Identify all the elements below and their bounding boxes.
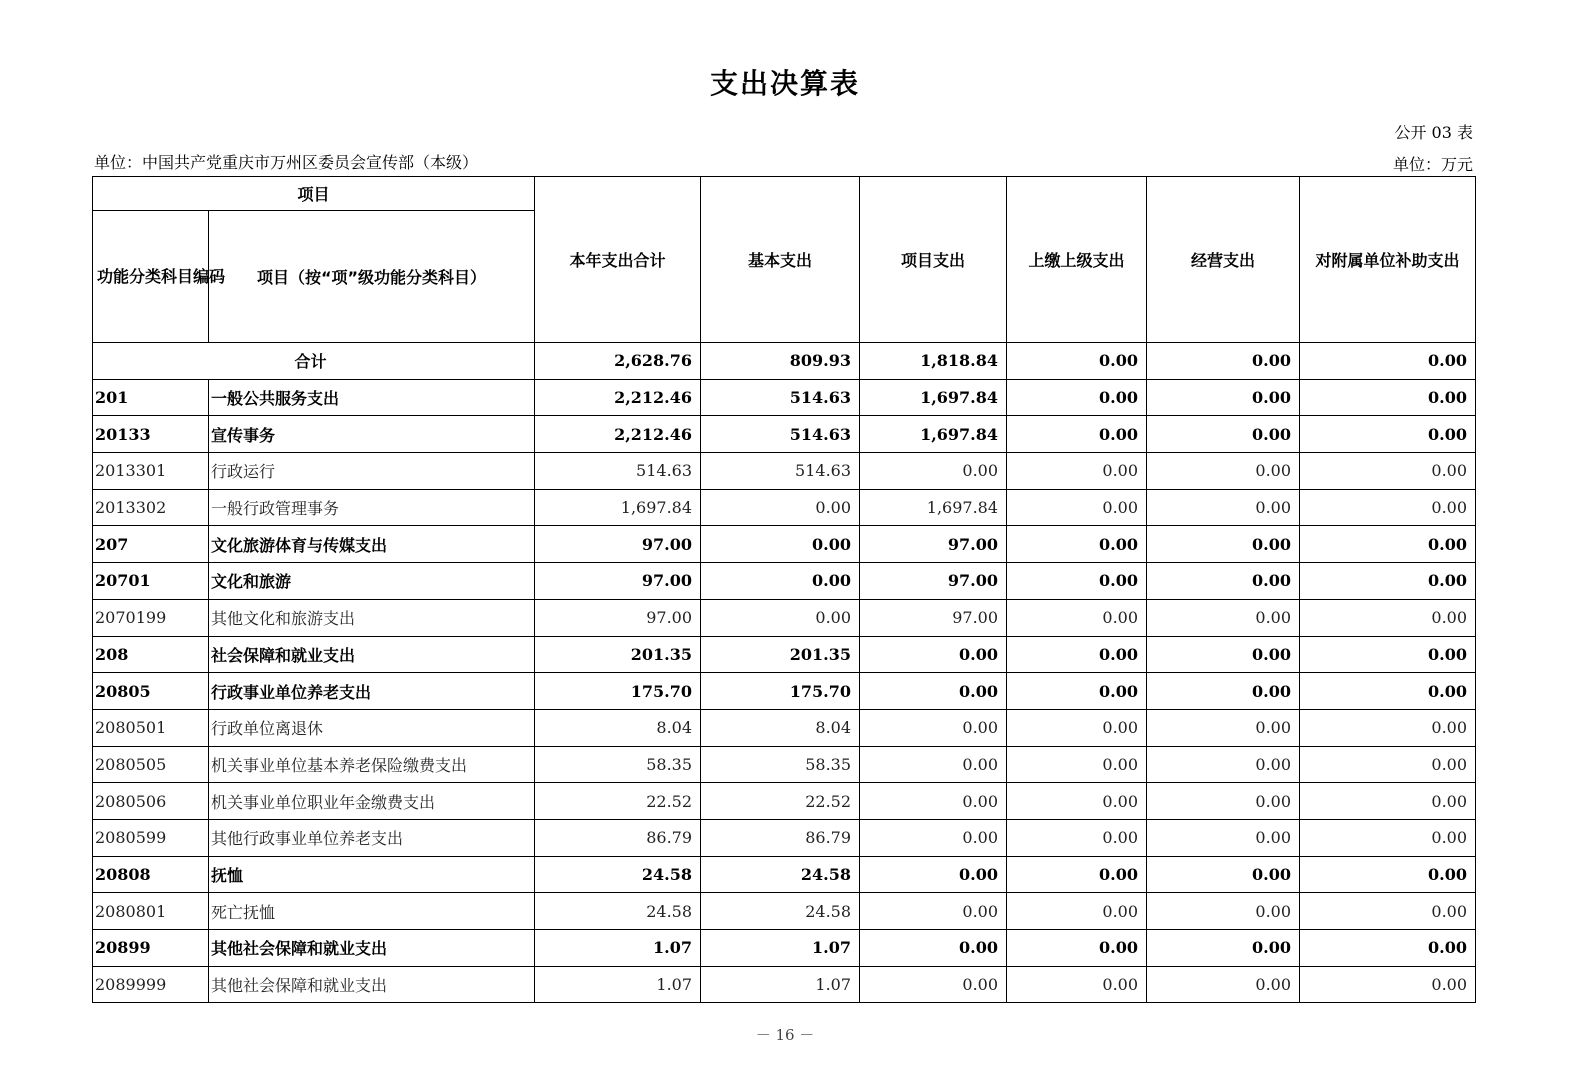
row-value: 58.35: [535, 746, 701, 783]
row-code: 20133: [93, 416, 209, 453]
row-name: 机关事业单位职业年金缴费支出: [209, 783, 535, 820]
row-value: 97.00: [860, 599, 1007, 636]
row-value: 0.00: [860, 783, 1007, 820]
row-value: 175.70: [701, 673, 860, 710]
total-value: 1,818.84: [860, 343, 1007, 380]
row-value: 0.00: [1300, 893, 1476, 930]
row-code: 2080599: [93, 819, 209, 856]
row-value: 97.00: [535, 526, 701, 563]
row-value: 0.00: [1147, 379, 1300, 416]
page-number: － 16 －: [755, 1026, 815, 1044]
row-value: 0.00: [860, 453, 1007, 490]
row-name: 行政运行: [209, 453, 535, 490]
row-value: 0.00: [1007, 636, 1147, 673]
header-project: 项目支出: [860, 177, 1007, 343]
row-value: 0.00: [860, 673, 1007, 710]
row-value: 0.00: [860, 636, 1007, 673]
row-value: 0.00: [1300, 453, 1476, 490]
row-value: 0.00: [701, 489, 860, 526]
row-value: 8.04: [535, 709, 701, 746]
row-name: 一般公共服务支出: [209, 379, 535, 416]
row-value: 0.00: [1007, 453, 1147, 490]
row-value: 175.70: [535, 673, 701, 710]
table-row: [93, 966, 1476, 1003]
row-value: 8.04: [701, 709, 860, 746]
table-row: [93, 709, 1476, 746]
row-value: 0.00: [1007, 930, 1147, 967]
row-value: 0.00: [1147, 930, 1300, 967]
unit-organization: 单位：中国共产党重庆市万州区委员会宣传部（本级）: [94, 153, 479, 172]
row-value: 24.58: [701, 893, 860, 930]
row-name: 文化和旅游: [209, 563, 535, 600]
row-value: 0.00: [1147, 599, 1300, 636]
row-value: 0.00: [1147, 893, 1300, 930]
row-value: 1,697.84: [860, 489, 1007, 526]
row-value: 0.00: [1300, 819, 1476, 856]
row-name: 抚恤: [209, 856, 535, 893]
row-value: 1,697.84: [860, 416, 1007, 453]
row-value: 0.00: [860, 819, 1007, 856]
row-value: 0.00: [860, 856, 1007, 893]
header-upper: 上缴上级支出: [1007, 177, 1147, 343]
row-name: 其他社会保障和就业支出: [209, 930, 535, 967]
row-value: 1.07: [535, 930, 701, 967]
row-value: 86.79: [701, 819, 860, 856]
row-value: 0.00: [1147, 489, 1300, 526]
row-value: 0.00: [1300, 636, 1476, 673]
header-subsidy: 对附属单位补助支出: [1300, 177, 1476, 343]
row-value: 0.00: [1007, 856, 1147, 893]
row-value: 201.35: [535, 636, 701, 673]
expenditure-table: [92, 176, 1476, 1003]
row-name: 机关事业单位基本养老保险缴费支出: [209, 746, 535, 783]
table-row: [93, 673, 1476, 710]
row-value: 1,697.84: [535, 489, 701, 526]
table-row: [93, 416, 1476, 453]
row-value: 0.00: [1147, 563, 1300, 600]
table-row: [93, 893, 1476, 930]
row-value: 0.00: [1007, 893, 1147, 930]
header-item: 项目: [93, 177, 535, 211]
row-value: 0.00: [1147, 856, 1300, 893]
row-code: 207: [93, 526, 209, 563]
row-value: 1,697.84: [860, 379, 1007, 416]
row-value: 0.00: [1147, 416, 1300, 453]
header-name: 项目（按“项”级功能分类科目）: [209, 211, 535, 343]
row-value: 0.00: [701, 526, 860, 563]
row-value: 24.58: [535, 893, 701, 930]
row-code: 2080505: [93, 746, 209, 783]
row-value: 0.00: [1300, 673, 1476, 710]
row-code: 2080501: [93, 709, 209, 746]
row-value: 97.00: [860, 526, 1007, 563]
row-value: 24.58: [535, 856, 701, 893]
total-label: 合计: [93, 343, 535, 380]
row-value: 201.35: [701, 636, 860, 673]
row-value: 0.00: [1300, 379, 1476, 416]
row-value: 0.00: [1007, 416, 1147, 453]
row-code: 20805: [93, 673, 209, 710]
row-value: 0.00: [1147, 746, 1300, 783]
row-value: 514.63: [701, 379, 860, 416]
row-name: 行政事业单位养老支出: [209, 673, 535, 710]
row-value: 22.52: [701, 783, 860, 820]
page-title: 支出决算表: [709, 67, 860, 100]
table-row: [93, 599, 1476, 636]
row-value: 0.00: [1147, 783, 1300, 820]
table-row: [93, 783, 1476, 820]
row-name: 一般行政管理事务: [209, 489, 535, 526]
row-value: 0.00: [1300, 563, 1476, 600]
total-value: 0.00: [1007, 343, 1147, 380]
row-value: 0.00: [1300, 526, 1476, 563]
table-row: [93, 746, 1476, 783]
row-value: 97.00: [535, 599, 701, 636]
row-code: 208: [93, 636, 209, 673]
row-value: 2,212.46: [535, 379, 701, 416]
row-value: 514.63: [701, 416, 860, 453]
row-value: 0.00: [860, 966, 1007, 1003]
row-value: 0.00: [1007, 379, 1147, 416]
total-row: [93, 343, 1476, 380]
row-value: 58.35: [701, 746, 860, 783]
row-value: 0.00: [1007, 746, 1147, 783]
row-value: 0.00: [1147, 636, 1300, 673]
row-value: 0.00: [1300, 746, 1476, 783]
row-value: 0.00: [1300, 783, 1476, 820]
row-value: 0.00: [860, 709, 1007, 746]
row-name: 死亡抚恤: [209, 893, 535, 930]
row-name: 社会保障和就业支出: [209, 636, 535, 673]
row-value: 0.00: [1300, 966, 1476, 1003]
header-code: 功能分类科目编码: [93, 211, 209, 343]
row-code: 2080506: [93, 783, 209, 820]
table-row: [93, 819, 1476, 856]
row-value: 0.00: [1147, 709, 1300, 746]
row-value: 514.63: [701, 453, 860, 490]
total-value: 0.00: [1300, 343, 1476, 380]
row-value: 97.00: [535, 563, 701, 600]
row-value: 22.52: [535, 783, 701, 820]
row-name: 宣传事务: [209, 416, 535, 453]
row-name: 其他行政事业单位养老支出: [209, 819, 535, 856]
row-value: 1.07: [535, 966, 701, 1003]
row-value: 0.00: [1300, 930, 1476, 967]
row-value: 0.00: [1007, 673, 1147, 710]
row-value: 0.00: [1007, 966, 1147, 1003]
row-name: 其他文化和旅游支出: [209, 599, 535, 636]
row-value: 0.00: [1147, 526, 1300, 563]
table-row: [93, 453, 1476, 490]
row-value: 0.00: [1007, 489, 1147, 526]
row-name: 行政单位离退休: [209, 709, 535, 746]
row-code: 20808: [93, 856, 209, 893]
row-value: 2,212.46: [535, 416, 701, 453]
row-value: 0.00: [860, 930, 1007, 967]
row-code: 2013301: [93, 453, 209, 490]
row-value: 0.00: [701, 563, 860, 600]
row-value: 0.00: [1007, 526, 1147, 563]
row-value: 0.00: [1007, 709, 1147, 746]
table-body: [93, 343, 1476, 1003]
row-code: 2089999: [93, 966, 209, 1003]
unit-currency: 单位：万元: [1392, 155, 1473, 174]
table-row: [93, 379, 1476, 416]
row-value: 0.00: [860, 746, 1007, 783]
row-code: 2080801: [93, 893, 209, 930]
row-value: 0.00: [701, 599, 860, 636]
row-value: 0.00: [1147, 673, 1300, 710]
row-value: 1.07: [701, 966, 860, 1003]
row-value: 0.00: [1007, 563, 1147, 600]
total-value: 2,628.76: [535, 343, 701, 380]
row-value: 0.00: [1300, 489, 1476, 526]
row-code: 2070199: [93, 599, 209, 636]
table-row: [93, 930, 1476, 967]
row-code: 20899: [93, 930, 209, 967]
row-code: 201: [93, 379, 209, 416]
row-name: 文化旅游体育与传媒支出: [209, 526, 535, 563]
header-total: 本年支出合计: [535, 177, 701, 343]
row-value: 0.00: [1300, 416, 1476, 453]
row-name: 其他社会保障和就业支出: [209, 966, 535, 1003]
row-value: 0.00: [1300, 856, 1476, 893]
row-value: 0.00: [1007, 783, 1147, 820]
header-business: 经营支出: [1147, 177, 1300, 343]
table-row: [93, 563, 1476, 600]
row-value: 97.00: [860, 563, 1007, 600]
row-value: 0.00: [1300, 709, 1476, 746]
row-value: 0.00: [1007, 599, 1147, 636]
row-value: 0.00: [1300, 599, 1476, 636]
row-code: 2013302: [93, 489, 209, 526]
row-value: 514.63: [535, 453, 701, 490]
row-code: 20701: [93, 563, 209, 600]
table-row: [93, 856, 1476, 893]
row-value: 0.00: [1007, 819, 1147, 856]
row-value: 0.00: [860, 893, 1007, 930]
header-basic: 基本支出: [701, 177, 860, 343]
table-row: [93, 526, 1476, 563]
row-value: 0.00: [1147, 819, 1300, 856]
total-value: 809.93: [701, 343, 860, 380]
row-value: 0.00: [1147, 966, 1300, 1003]
table-row: [93, 636, 1476, 673]
row-value: 1.07: [701, 930, 860, 967]
total-value: 0.00: [1147, 343, 1300, 380]
row-value: 0.00: [1147, 453, 1300, 490]
table-number: 公开 03 表: [1394, 123, 1473, 142]
row-value: 24.58: [701, 856, 860, 893]
row-value: 86.79: [535, 819, 701, 856]
table-row: [93, 489, 1476, 526]
